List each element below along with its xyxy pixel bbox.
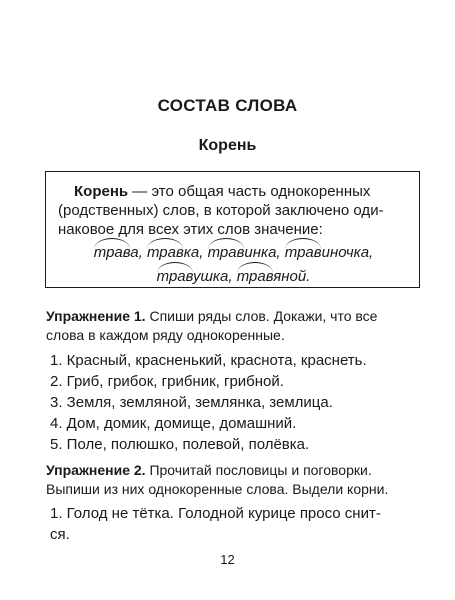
examples-row-2 bbox=[46, 268, 421, 285]
list-item: 1. Голод не тётка. Голодной курице просо снит- bbox=[50, 505, 381, 522]
list-item: 4. Дом, домик, домище, домашний. bbox=[50, 415, 297, 432]
exercise-2-label: Упражнение 2. bbox=[46, 462, 146, 478]
topic-title: Корень bbox=[198, 137, 257, 154]
definition-line-2: (родственных) слов, в которой заключено оди- bbox=[58, 202, 384, 219]
exercise-2-list bbox=[50, 503, 381, 545]
example-word: травка, bbox=[147, 244, 203, 261]
list-item: 3. Земля, земляной, землянка, землица. bbox=[50, 394, 333, 411]
exercise-1-line-1: Упражнение 1. Спиши ряды слов. Докажи, что все bbox=[46, 308, 378, 324]
definition-line-3: наковое для всех этих слов значение: bbox=[58, 221, 323, 238]
exercise-2-line-1: Упражнение 2. Прочитай пословицы и поговорки. bbox=[46, 462, 372, 478]
example-word: травушка, bbox=[157, 268, 233, 285]
root-arc bbox=[285, 238, 321, 249]
page-number: 12 bbox=[220, 552, 235, 567]
section-title: СОСТАВ СЛОВА bbox=[157, 96, 298, 115]
list-item: 1. Красный, красненький, краснота, краснеть. bbox=[50, 352, 367, 369]
root-arc bbox=[147, 238, 183, 249]
rule-box bbox=[45, 171, 420, 288]
root-arc bbox=[94, 238, 130, 249]
exercise-1-prompt bbox=[46, 307, 421, 345]
rule-term: Корень bbox=[74, 183, 129, 200]
examples-row-1 bbox=[46, 244, 421, 261]
exercise-2-prompt bbox=[46, 461, 421, 499]
root-arc bbox=[208, 238, 244, 249]
rule-definition bbox=[58, 182, 410, 239]
definition-line-1-rest: — это общая часть однокоренных bbox=[128, 183, 371, 200]
list-item: 5. Поле, полюшко, полевой, полёвка. bbox=[50, 436, 310, 453]
root-arc bbox=[237, 262, 273, 273]
example-word: травяной. bbox=[237, 268, 311, 285]
list-item: 2. Гриб, грибок, грибник, грибной. bbox=[50, 373, 284, 390]
list-item-continuation: ся. bbox=[50, 526, 70, 543]
example-word: травиночка, bbox=[285, 244, 373, 261]
exercise-1-list bbox=[50, 350, 367, 455]
definition-line-1 bbox=[58, 182, 410, 201]
exercise-1-label: Упражнение 1. bbox=[46, 308, 146, 324]
root-arc bbox=[157, 262, 193, 273]
exercise-1-line-2: слова в каждом ряду однокоренные. bbox=[46, 327, 285, 343]
example-word: трава, bbox=[94, 244, 143, 261]
exercise-2-line-2: Выпиши из них однокоренные слова. Выдели корни. bbox=[46, 481, 389, 497]
example-word: травинка, bbox=[208, 244, 281, 261]
